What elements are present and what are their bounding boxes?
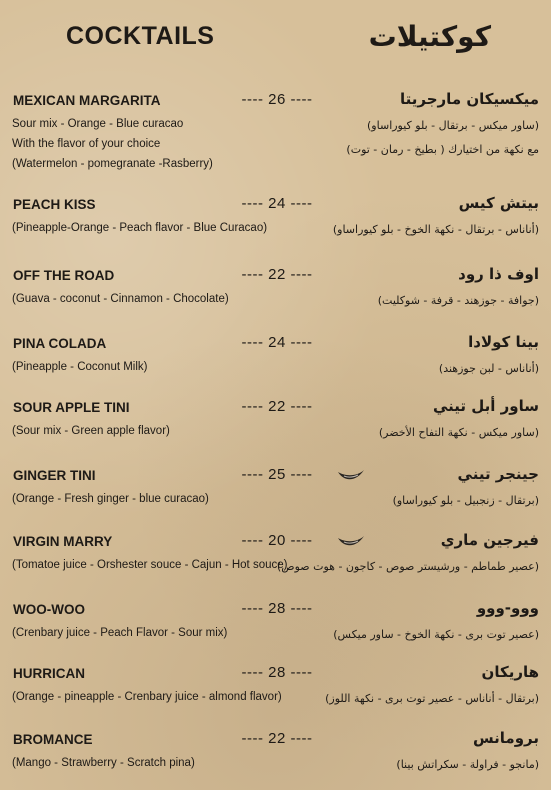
item-description-ar <box>325 687 539 711</box>
item-name-ar: هاريكان <box>481 663 539 681</box>
description-line-en: (Pineapple-Orange - Peach flavor - Blue Curacao) <box>12 222 268 234</box>
item-description-en <box>12 753 195 773</box>
description-line-en: (Pineapple - Coconut Milk) <box>12 361 148 373</box>
item-name-ar: بيتش كيس <box>458 194 539 212</box>
item-description-en <box>12 421 170 441</box>
item-description-en <box>12 114 213 174</box>
description-line-ar: (مانجو - فراولة - سكراتش بينا) <box>396 758 539 771</box>
item-description-en <box>12 489 209 509</box>
description-line-en: Sour mix - Orange - Blue curacao <box>12 118 184 130</box>
description-line-ar: (أناناس - لبن جوزهند) <box>438 362 539 375</box>
item-description-ar <box>379 421 539 445</box>
item-description-ar <box>396 753 539 777</box>
item-description-ar <box>378 289 539 313</box>
description-line-ar: (عصير طماطم - ورشيستر صوص - كاجون - هوت صوص) <box>277 560 539 573</box>
item-name-ar: ساور أبل تيني <box>432 397 539 415</box>
description-line-ar: مع نكهة من اختيارك ( بطيخ - رمان - توت) <box>346 143 539 156</box>
item-description-en <box>12 687 282 707</box>
item-price: ---- 24 ---- <box>241 195 313 212</box>
description-line-ar: (ساور ميكس - برتقال - بلو كيوراساو) <box>367 119 539 132</box>
item-name-ar: اوف ذا رود <box>458 265 539 283</box>
description-line-en: (Tomatoe juice - Orshester souce - Cajun - Hot souce) <box>12 559 288 571</box>
item-description-ar <box>393 489 539 513</box>
item-description-ar <box>277 555 539 579</box>
item-description-en <box>12 218 267 238</box>
description-line-ar: (برتقال - أناناس - عصير توت برى - نكهة اللوز) <box>325 692 539 705</box>
item-description-en <box>12 555 287 575</box>
description-line-en: (Orange - Fresh ginger - blue curacao) <box>12 493 209 505</box>
description-line-ar: (جوافة - جوزهند - قرفة - شوكليت) <box>377 294 539 307</box>
description-line-ar: (أناناس - برتقال - نكهة الخوخ - بلو كيوراساو) <box>332 223 539 236</box>
item-description-ar <box>333 218 539 242</box>
description-line-ar: (برتقال - زنجبيل - بلو كيوراساو) <box>392 494 539 507</box>
item-name-ar: ميكسيكان مارجريتا <box>400 90 539 108</box>
item-price: ---- 28 ---- <box>241 664 313 681</box>
item-name-en: SOUR APPLE TINI <box>13 400 130 415</box>
item-name-ar: ووو-ووو <box>476 599 539 617</box>
item-price: ---- 24 ---- <box>241 334 313 351</box>
item-name-en: HURRICAN <box>13 666 85 681</box>
title-en: COCKTAILS <box>66 22 215 50</box>
description-line-ar: (ساور ميكس - نكهة التفاح الأخضر) <box>378 426 539 439</box>
item-price: ---- 22 ---- <box>241 730 313 747</box>
item-name-en: PINA COLADA <box>13 336 107 351</box>
item-name-en: BROMANCE <box>13 732 93 747</box>
item-name-en: GINGER TINI <box>13 468 96 483</box>
description-line-ar: (عصير توت برى - نكهة الخوخ - ساور ميكس) <box>333 628 539 641</box>
chili-pepper-icon <box>336 464 366 486</box>
item-name-en: PEACH KISS <box>13 197 96 212</box>
description-line-en: (Crenbary juice - Peach Flavor - Sour mix) <box>12 627 228 639</box>
item-price: ---- 25 ---- <box>241 466 313 483</box>
item-description-en <box>12 623 227 643</box>
item-description-en <box>12 357 148 377</box>
item-description-ar <box>333 623 539 647</box>
item-description-ar <box>439 357 539 381</box>
chili-pepper-icon <box>336 530 366 552</box>
description-line-en: (Mango - Strawberry - Scratch pina) <box>12 757 195 769</box>
item-name-ar: جينجر تيني <box>457 465 539 483</box>
item-description-en <box>12 289 229 309</box>
item-name-ar: برومانس <box>472 729 539 747</box>
item-price: ---- 22 ---- <box>241 398 313 415</box>
description-line-en: With the flavor of your choice <box>12 138 161 150</box>
description-line-en: (Guava - coconut - Cinnamon - Chocolate) <box>12 293 229 305</box>
item-price: ---- 20 ---- <box>241 532 313 549</box>
description-line-en: (Watermelon - pomegranate -Rasberry) <box>12 158 213 170</box>
item-name-en: MEXICAN MARGARITA <box>13 93 161 108</box>
item-name-en: OFF THE ROAD <box>13 268 115 283</box>
item-price: ---- 22 ---- <box>241 266 313 283</box>
item-name-en: WOO-WOO <box>13 602 85 617</box>
item-description-ar <box>346 114 539 162</box>
description-line-en: (Sour mix - Green apple flavor) <box>12 425 170 437</box>
description-line-en: (Orange - pineapple - Crenbary juice - almond flavor) <box>12 691 282 703</box>
item-price: ---- 28 ---- <box>241 600 313 617</box>
item-price: ---- 26 ---- <box>241 91 313 108</box>
title-ar: كوكتيلات <box>368 20 491 53</box>
item-name-ar: فيرجين ماري <box>440 531 539 549</box>
item-name-ar: بينا كولادا <box>468 333 539 351</box>
item-name-en: VIRGIN MARRY <box>13 534 113 549</box>
